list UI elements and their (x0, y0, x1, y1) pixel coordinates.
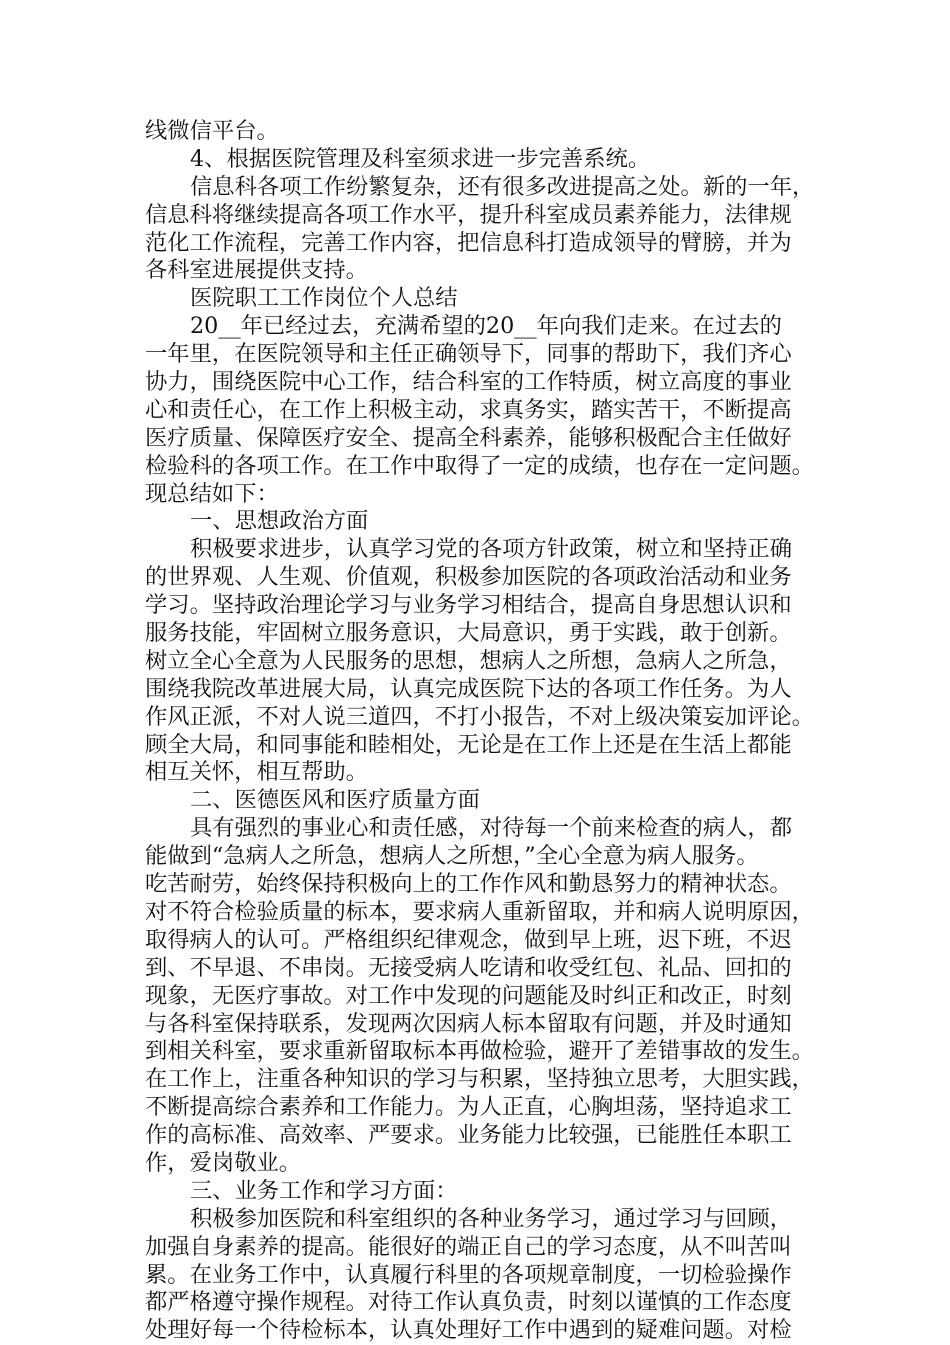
text-line: 作，爱岗敬业。 (145, 1149, 302, 1176)
text-line: 与各科室保持联系，发现两次因病人标本留取有问题，并及时通知 (145, 1010, 792, 1037)
text-line: 一年里，在医院领导和主任正确领导下，同事的帮助下，我们齐心 (145, 341, 792, 368)
text-line: 范化工作流程，完善工作内容，把信息科打造成领导的臂膀，并为 (145, 229, 792, 256)
text-line: 协力，围绕医院中心工作，结合科室的工作特质，树立高度的事业 (145, 369, 792, 396)
text-line: 具有强烈的事业心和责任感，对待每一个前来检查的病人，都 (190, 815, 793, 842)
text-line: 现象，无医疗事故。对工作中发现的问题能及时纠正和改正，时刻 (145, 982, 792, 1009)
text-line: 线微信平台。 (145, 118, 279, 144)
section-heading: 二、医德医风和医疗质量方面 (190, 787, 480, 814)
section-heading: 一、思想政治方面 (190, 508, 369, 535)
section-heading: 医院职工工作岗位个人总结 (190, 285, 458, 312)
text-line: 学习。坚持政治理论学习与业务学习相结合，提高自身思想认识和 (145, 592, 792, 619)
text-line: 医疗质量、保障医疗安全、提高全科素养，能够积极配合主任做好 (145, 424, 792, 451)
text-line: 检验科的各项工作。在工作中取得了一定的成绩，也存在一定问题。 (145, 452, 814, 479)
text-line: 20__年已经过去，充满希望的20__年向我们走来。在过去的 (190, 313, 782, 340)
text-line: 现总结如下： (145, 480, 279, 507)
section-heading: 三、业务工作和学习方面： (190, 1177, 458, 1204)
document-body (145, 118, 815, 1345)
text-line: 都严格遵守操作规程。对待工作认真负责，时刻以谨慎的工作态度 (145, 1289, 792, 1316)
text-line: 围绕我院改革进展大局，认真完成医院下达的各项工作任务。为人 (145, 675, 792, 702)
text-line: 的世界观、人生观、价值观，积极参加医院的各项政治活动和业务 (145, 564, 792, 591)
text-line: 积极要求进步，认真学习党的各项方针政策，树立和坚持正确 (190, 536, 793, 563)
text-line: 树立全心全意为人民服务的思想，想病人之所想，急病人之所急， (145, 647, 792, 674)
text-line: 积极参加医院和科室组织的各种业务学习，通过学习与回顾， (190, 1205, 793, 1232)
text-line: 4、根据医院管理及科室须求进一步完善系统。 (190, 145, 651, 172)
text-line: 在工作上，注重各种知识的学习与积累，坚持独立思考，大胆实践， (145, 1066, 814, 1093)
text-line: 加强自身素养的提高。能很好的端正自己的学习态度，从不叫苦叫 (145, 1233, 792, 1260)
text-line: 各科室进展提供支持。 (145, 257, 368, 284)
text-line: 顾全大局，和同事能和睦相处，无论是在工作上还是在生活上都能 (145, 731, 792, 758)
text-line: 处理好每一个待检标本，认真处理好工作中遇到的疑难问题。对检 (145, 1317, 792, 1344)
text-line: 信息科将继续提高各项工作水平，提升科室成员素养能力，法律规 (145, 201, 792, 228)
text-line: 累。在业务工作中，认真履行科里的各项规章制度，一切检验操作 (145, 1261, 792, 1288)
text-line: 作风正派，不对人说三道四，不打小报告，不对上级决策妄加评论。 (145, 703, 814, 730)
text-line: 对不符合检验质量的标本，要求病人重新留取，并和病人说明原因， (145, 898, 814, 925)
text-line: 服务技能，牢固树立服务意识，大局意识，勇于实践，敢于创新。 (145, 620, 792, 647)
text-line: 不断提高综合素养和工作能力。为人正直，心胸坦荡，坚持追求工 (145, 1094, 792, 1121)
text-line: 信息科各项工作纷繁复杂，还有很多改进提高之处。新的一年， (190, 173, 815, 200)
text-line: 取得病人的认可。严格组织纪律观念，做到早上班，迟下班，不迟 (145, 926, 792, 953)
text-line: 吃苦耐劳，始终保持积极向上的工作作风和勤恳努力的精神状态。 (145, 871, 792, 898)
text-line: 能做到“急病人之所急，想病人之所想，”全心全意为病人服务。 (145, 843, 759, 870)
text-line: 心和责任心，在工作上积极主动，求真务实，踏实苦干，不断提高 (145, 396, 792, 423)
text-line: 到、不早退、不串岗。无接受病人吃请和收受红包、礼品、回扣的 (145, 954, 792, 981)
text-line: 相互关怀，相互帮助。 (145, 759, 368, 786)
text-line: 到相关科室，要求重新留取标本再做检验，避开了差错事故的发生。 (145, 1038, 814, 1065)
text-line: 作的高标准、高效率、严要求。业务能力比较强，已能胜任本职工 (145, 1122, 792, 1149)
